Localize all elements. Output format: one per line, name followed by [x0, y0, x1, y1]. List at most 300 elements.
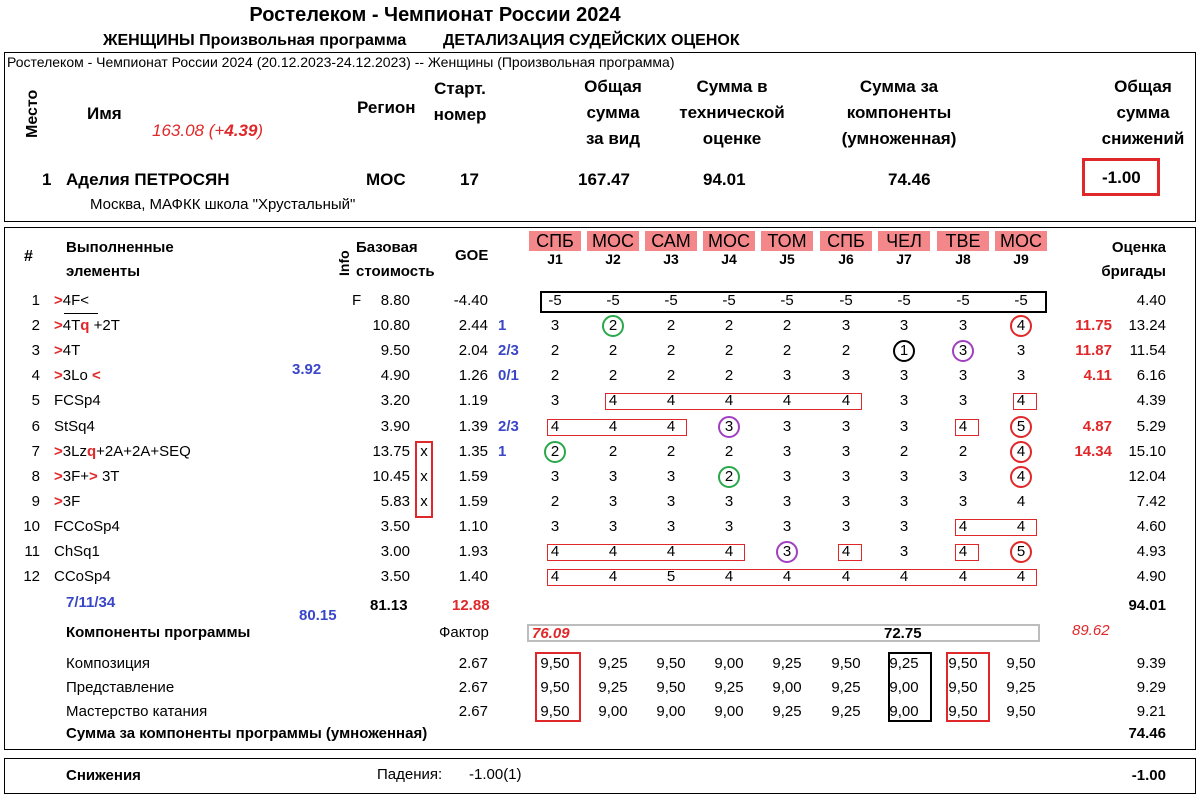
element-qualifier: q — [86, 443, 97, 460]
judge-goe-score: 3 — [550, 518, 560, 535]
edge-mark-icon: > — [89, 468, 98, 485]
athlete-tes: 94.01 — [703, 170, 746, 189]
judge-goe-score: 2 — [724, 317, 734, 334]
element-code: 4T — [62, 342, 81, 359]
judge-goe-score: 2 — [550, 443, 560, 460]
score-circle — [952, 340, 974, 362]
element-combo: +2T — [89, 317, 120, 334]
judge-goe-score: 4 — [841, 392, 851, 409]
judge-goe-score: 4 — [958, 543, 968, 560]
judge-component-score: 9,50 — [1006, 655, 1036, 672]
judge-goe-score: -5 — [1014, 292, 1028, 309]
judge-component-score: 9,50 — [540, 703, 570, 720]
components-sum-value: 74.46 — [1128, 725, 1166, 742]
judge-goe-score: 4 — [666, 418, 676, 435]
judge-region-5: ТОМ — [761, 231, 813, 251]
judge-goe-score: 3 — [724, 518, 734, 535]
element-base-value: 13.75 — [372, 443, 410, 460]
judge-goe-score: 4 — [1016, 468, 1026, 485]
score-circle — [718, 416, 740, 438]
judge-goe-score: 3 — [724, 418, 734, 435]
judge-component-score: 9,25 — [831, 679, 861, 696]
component-factor: 2.67 — [458, 703, 488, 720]
col-total-header: Общая сумма за вид — [584, 77, 642, 148]
judge-goe-score: 4 — [724, 568, 734, 585]
deductions-total: -1.00 — [1131, 767, 1166, 784]
athlete-region: МОС — [366, 170, 406, 189]
judge-component-score: 9,50 — [831, 655, 861, 672]
judge-goe-score: 4 — [550, 568, 560, 585]
judge-goe-score: 2 — [666, 367, 676, 384]
element-name — [54, 467, 119, 487]
element-base-value: 3.50 — [380, 568, 410, 585]
score-circle — [1010, 466, 1032, 488]
judge-goe-score: 3 — [899, 418, 909, 435]
judge-goe-score: 4 — [1016, 392, 1026, 409]
component-name: Представление — [66, 679, 175, 696]
judge-region-7: ЧЕЛ — [878, 231, 930, 251]
judge-component-score: 9,50 — [948, 703, 978, 720]
col-start-header: Старт. номер — [433, 79, 487, 124]
col-pcs-header: Сумма за компоненты (умноженная) — [841, 77, 957, 148]
judge-goe-score: -5 — [606, 292, 620, 309]
page-title: Ростелеком - Чемпионат России 2024 — [249, 4, 621, 26]
element-goe: 1.40 — [458, 568, 488, 585]
judge-goe-score: 4 — [608, 568, 618, 585]
components-title: Компоненты программы — [66, 624, 251, 641]
element-bonus-x: x — [420, 468, 428, 485]
judge-goe-score: 2 — [899, 443, 909, 460]
score-range-box — [547, 544, 745, 561]
element-base-value: 10.45 — [372, 468, 410, 485]
factor-label: Фактор — [439, 624, 489, 641]
judge-component-score: 9,00 — [598, 703, 628, 720]
judge-goe-score: 3 — [782, 493, 792, 510]
judge-component-score: 9,00 — [889, 703, 919, 720]
element-code: StSq4 — [54, 418, 95, 435]
components-sum-label: Сумма за компоненты программы (умноженная) — [66, 725, 428, 742]
col-deductions-header: Общая сумма снижений — [1101, 77, 1185, 148]
judge-goe-score: 2 — [608, 367, 618, 384]
element-goe: 2.04 — [458, 342, 488, 359]
judge-goe-score: 4 — [608, 543, 618, 560]
judge-goe-score: 3 — [782, 543, 792, 560]
judge-goe-score: 2 — [550, 342, 560, 359]
judge-label-9: J9 — [1013, 251, 1029, 267]
element-goe: -4.40 — [453, 292, 488, 309]
judge-goe-score: 4 — [958, 418, 968, 435]
score-range-box — [547, 419, 687, 436]
judge-component-score: 9,00 — [714, 655, 744, 672]
col-name-header: Имя — [87, 104, 122, 123]
element-panel-score: 13.24 — [1128, 317, 1166, 334]
judge-region-3: САМ — [645, 231, 697, 251]
judge-goe-score: 3 — [782, 367, 792, 384]
element-code: 3Lz — [62, 443, 87, 460]
judge-goe-score: 3 — [1016, 342, 1026, 359]
judge-goe-score: 3 — [841, 367, 851, 384]
judge-goe-score: 4 — [608, 418, 618, 435]
judge-goe-score: 5 — [1016, 543, 1026, 560]
judge-label-4: J4 — [721, 251, 737, 267]
judge-goe-score: 4 — [666, 392, 676, 409]
edge-mark-icon: > — [54, 367, 63, 384]
element-side-value: 11.87 — [1075, 342, 1112, 359]
edge-mark-icon: > — [54, 468, 63, 485]
judge-goe-score: 3 — [782, 418, 792, 435]
score-range-box — [955, 419, 979, 436]
element-name — [54, 417, 95, 437]
judge-goe-score: 2 — [666, 342, 676, 359]
element-bonus-x: x — [420, 493, 428, 510]
element-number: 10 — [23, 518, 40, 535]
annotation-score: 163.08 (+4.39) — [152, 121, 264, 140]
judge-goe-score: 2 — [724, 367, 734, 384]
element-name — [54, 366, 101, 386]
element-qualifier: < — [91, 367, 101, 384]
subtitle-detail: ДЕТАЛИЗАЦИЯ СУДЕЙСКИХ ОЦЕНОК — [443, 32, 740, 49]
judge-goe-score: -5 — [780, 292, 794, 309]
element-number: 11 — [24, 543, 40, 560]
element-goe: 1.10 — [458, 518, 488, 535]
judge-goe-score: 3 — [666, 468, 676, 485]
element-code: CCoSp4 — [54, 568, 111, 585]
element-code: FCCoSp4 — [54, 518, 120, 535]
components-bar — [527, 624, 1040, 642]
components-bar-mid: 72.75 — [884, 625, 922, 642]
judge-goe-score: 4 — [666, 543, 676, 560]
judge-component-score: 9,25 — [831, 703, 861, 720]
element-code: FCSp4 — [54, 392, 101, 409]
element-name — [54, 442, 191, 462]
judge-component-score: 9,00 — [714, 703, 744, 720]
judge-goe-score: 3 — [608, 518, 618, 535]
athlete-total-score: 167.47 — [578, 170, 630, 189]
element-note: 0/1 — [498, 367, 519, 384]
element-base-value: 8.80 — [380, 292, 410, 309]
judge-goe-score: 5 — [1016, 418, 1026, 435]
judge-goe-score: 3 — [958, 392, 968, 409]
element-base-value: 3.50 — [380, 518, 410, 535]
element-number: 7 — [31, 443, 40, 460]
judge-goe-score: -5 — [839, 292, 853, 309]
judge-region-4: МОС — [703, 231, 755, 251]
judge-component-score: 9,00 — [656, 703, 686, 720]
athlete-pcs: 74.46 — [888, 170, 931, 189]
element-code: 4F< — [62, 292, 90, 309]
judge-region-8: ТВЕ — [937, 231, 989, 251]
judge-region-2: МОС — [587, 231, 639, 251]
element-note: 2/3 — [498, 342, 519, 359]
judge-goe-score: 3 — [899, 493, 909, 510]
edge-mark-icon: > — [54, 292, 63, 309]
judge-goe-score: 2 — [724, 443, 734, 460]
element-goe: 1.59 — [458, 468, 488, 485]
judge-goe-score: 2 — [782, 317, 792, 334]
element-side-value: 11.75 — [1075, 317, 1112, 334]
element-name — [54, 492, 80, 512]
element-number: 9 — [31, 493, 40, 510]
judge-goe-score: 3 — [1016, 367, 1026, 384]
judge-component-score: 9,25 — [772, 655, 802, 672]
judge-region-1: СПБ — [529, 231, 581, 251]
judge-goe-score: 3 — [782, 468, 792, 485]
judge-goe-score: 4 — [550, 543, 560, 560]
element-base-value: 4.90 — [380, 367, 410, 384]
judge-goe-score: 4 — [1016, 518, 1026, 535]
judge-component-score: 9,50 — [948, 655, 978, 672]
judge-goe-score: 3 — [958, 468, 968, 485]
element-combo: 3T — [97, 468, 120, 485]
score-range-box — [838, 544, 862, 561]
element-info: F — [352, 292, 362, 309]
judge-component-score: 9,50 — [1006, 703, 1036, 720]
subtitle-program: ЖЕНЩИНЫ Произвольная программа — [103, 32, 407, 49]
base-total: 81.13 — [370, 597, 408, 614]
judge-goe-score: -5 — [722, 292, 736, 309]
col-base-header: Базовая стоимость — [356, 239, 435, 280]
element-panel-score: 4.39 — [1136, 392, 1166, 409]
judge-goe-score: 2 — [958, 443, 968, 460]
element-code: 4T — [62, 317, 81, 334]
element-number: 6 — [31, 418, 40, 435]
judge-goe-score: 3 — [899, 468, 909, 485]
judge-goe-score: 2 — [724, 468, 734, 485]
element-goe: 1.26 — [458, 367, 488, 384]
judge-goe-score: 3 — [841, 418, 851, 435]
element-code: 3Lo — [62, 367, 92, 384]
judge-component-score: 9,25 — [598, 655, 628, 672]
judge-label-8: J8 — [955, 251, 971, 267]
col-region-header: Регион — [357, 98, 416, 117]
judge-goe-score: 5 — [666, 568, 676, 585]
judge-label-2: J2 — [605, 251, 621, 267]
judge-component-score: 9,25 — [1006, 679, 1036, 696]
judge-goe-score: 3 — [782, 443, 792, 460]
element-name — [54, 341, 80, 361]
score-circle — [1010, 441, 1032, 463]
judge-goe-score: 4 — [724, 392, 734, 409]
elements-mid-sum: 80.15 — [299, 607, 337, 624]
score-circle — [776, 541, 798, 563]
judge-goe-score: -5 — [956, 292, 970, 309]
judge-label-1: J1 — [547, 251, 563, 267]
judge-label-6: J6 — [838, 251, 854, 267]
athlete-place: 1 — [42, 170, 52, 189]
component-name: Композиция — [66, 655, 151, 672]
judge-region-9: МОС — [995, 231, 1047, 251]
col-info-header: Info — [336, 250, 352, 276]
score-range-box — [955, 544, 979, 561]
judge-goe-score: 3 — [608, 468, 618, 485]
element-name — [54, 542, 100, 562]
element-panel-score: 15.10 — [1128, 443, 1166, 460]
element-panel-score: 4.93 — [1136, 543, 1166, 560]
judge-goe-score: 4 — [782, 392, 792, 409]
judge-goe-score: 3 — [899, 392, 909, 409]
judge-goe-score: 4 — [724, 543, 734, 560]
judge-goe-score: 3 — [841, 493, 851, 510]
score-circle — [893, 340, 915, 362]
judge-goe-score: 4 — [1016, 443, 1026, 460]
athlete-name: Аделия ПЕТРОСЯН — [66, 170, 230, 189]
judge-goe-score: 3 — [841, 468, 851, 485]
element-panel-score: 7.42 — [1136, 493, 1166, 510]
j7-components-box — [888, 652, 932, 722]
component-panel-score: 9.39 — [1136, 655, 1166, 672]
edge-mark-icon: > — [54, 443, 63, 460]
judge-label-3: J3 — [663, 251, 679, 267]
judge-goe-score: 3 — [841, 317, 851, 334]
judge-label-7: J7 — [896, 251, 912, 267]
score-circle — [718, 466, 740, 488]
element-base-value: 10.80 — [372, 317, 410, 334]
judge-goe-score: 3 — [841, 443, 851, 460]
element-panel-score: 11.54 — [1129, 342, 1166, 359]
edge-mark-icon: > — [54, 342, 63, 359]
judge-component-score: 9,50 — [540, 655, 570, 672]
element-code: 3F+ — [62, 468, 90, 485]
element-note: 2/3 — [498, 418, 519, 435]
athlete-deductions: -1.00 — [1102, 168, 1141, 187]
element-number: 1 — [31, 292, 40, 309]
goe-total: 12.88 — [452, 597, 490, 614]
element-name — [54, 391, 101, 411]
judge-goe-score: 3 — [841, 518, 851, 535]
deductions-box — [4, 758, 1196, 794]
judge-goe-score: 3 — [958, 317, 968, 334]
component-name: Мастерство катания — [66, 703, 208, 720]
elements-counts: 7/11/34 — [66, 594, 116, 611]
component-factor: 2.67 — [458, 679, 488, 696]
judge-goe-score: 3 — [899, 317, 909, 334]
element-mid-value: 3.92 — [292, 361, 322, 378]
element-name — [54, 517, 120, 537]
element-code: ChSq1 — [54, 543, 100, 560]
element-number: 3 — [31, 342, 40, 359]
judge-goe-score: 2 — [841, 342, 851, 359]
score-range-box — [547, 569, 1037, 586]
element-code: 3F — [62, 493, 81, 510]
element-panel-score: 12.04 — [1128, 468, 1166, 485]
component-factor: 2.67 — [458, 655, 488, 672]
element-base-value: 9.50 — [380, 342, 410, 359]
element-goe: 2.44 — [458, 317, 488, 334]
score-circle — [1010, 416, 1032, 438]
edge-mark-icon: > — [54, 493, 63, 510]
judge-goe-score: 3 — [958, 367, 968, 384]
judge-component-score: 9,25 — [889, 655, 919, 672]
element-base-value: 3.90 — [380, 418, 410, 435]
judge-goe-score: -5 — [897, 292, 911, 309]
judge-goe-score: -5 — [664, 292, 678, 309]
element-name — [54, 291, 89, 311]
edge-mark-icon: > — [54, 317, 63, 334]
element-name — [54, 316, 120, 336]
judge-goe-score: 3 — [899, 518, 909, 535]
element-combo: +2A+2A+SEQ — [96, 443, 191, 460]
judge-component-score: 9,50 — [656, 679, 686, 696]
judge-goe-score: 4 — [841, 568, 851, 585]
judge-goe-score: 4 — [1016, 568, 1026, 585]
judge-goe-score: 4 — [782, 568, 792, 585]
judge-goe-score: 4 — [958, 568, 968, 585]
element-goe: 1.35 — [458, 443, 488, 460]
judge-component-score: 9,50 — [948, 679, 978, 696]
judge-goe-score: 2 — [782, 342, 792, 359]
event-line: Ростелеком - Чемпионат России 2024 (20.12.2023-24.12.2023) -- Женщины (Произвольная программа) — [7, 54, 675, 70]
row1-highlight-box — [540, 291, 1047, 313]
col-elements-header: Выполненные элементы — [66, 239, 174, 280]
falls-value: -1.00(1) — [469, 766, 522, 783]
judge-goe-score: -5 — [548, 292, 562, 309]
judge-goe-score: 3 — [782, 518, 792, 535]
judge-component-score: 9,00 — [772, 679, 802, 696]
element-name — [54, 567, 111, 587]
element-panel-score: 6.16 — [1136, 367, 1166, 384]
element-goe: 1.19 — [458, 392, 488, 409]
element-note: 1 — [498, 317, 507, 334]
judge-goe-score: 4 — [608, 392, 618, 409]
component-panel-score: 9.21 — [1136, 703, 1166, 720]
judge-goe-score: 3 — [724, 493, 734, 510]
judge-goe-score: 2 — [724, 342, 734, 359]
judge-goe-score: 3 — [899, 367, 909, 384]
col-tes-header: Сумма в технической оценке — [679, 77, 785, 148]
judge-goe-score: 3 — [666, 493, 676, 510]
components-bar-right: 89.62 — [1072, 622, 1110, 639]
element-side-value: 14.34 — [1074, 443, 1112, 460]
judge-goe-score: 4 — [841, 543, 851, 560]
judge-goe-score: 4 — [1016, 317, 1026, 334]
judge-component-score: 9,50 — [540, 679, 570, 696]
falls-label: Падения: — [377, 766, 443, 783]
judge-goe-score: 3 — [550, 317, 560, 334]
judge-goe-score: 3 — [958, 342, 968, 359]
element-qualifier: q — [80, 317, 90, 334]
judge-label-5: J5 — [779, 251, 795, 267]
judge-component-score: 9,00 — [889, 679, 919, 696]
judge-goe-score: 3 — [666, 518, 676, 535]
judge-goe-score: 3 — [608, 493, 618, 510]
judge-goe-score: 2 — [666, 443, 676, 460]
judge-component-score: 9,50 — [656, 655, 686, 672]
score-range-box — [955, 519, 1037, 536]
judge-component-score: 9,25 — [598, 679, 628, 696]
element-panel-score: 5.29 — [1136, 418, 1166, 435]
judge-goe-score: 3 — [958, 493, 968, 510]
judge-goe-score: 3 — [550, 468, 560, 485]
athlete-start-number: 17 — [460, 170, 479, 189]
judge-component-score: 9,25 — [772, 703, 802, 720]
element-panel-score: 4.60 — [1136, 518, 1166, 535]
judge-goe-score: 4 — [1016, 493, 1026, 510]
j8-components-box — [946, 652, 990, 722]
element-base-value: 5.83 — [380, 493, 410, 510]
score-range-box — [605, 393, 862, 410]
judge-goe-score: 2 — [608, 342, 618, 359]
judge-goe-score: 2 — [550, 493, 560, 510]
element-goe: 1.39 — [458, 418, 488, 435]
col-goe-header: GOE — [455, 247, 489, 264]
bonus-x-box — [415, 441, 433, 518]
element-bonus-x: x — [420, 443, 428, 460]
element-goe: 1.59 — [458, 493, 488, 510]
judge-goe-score: 2 — [666, 317, 676, 334]
element-number: 8 — [31, 468, 40, 485]
element-side-value: 4.87 — [1082, 418, 1112, 435]
component-panel-score: 9.29 — [1136, 679, 1166, 696]
